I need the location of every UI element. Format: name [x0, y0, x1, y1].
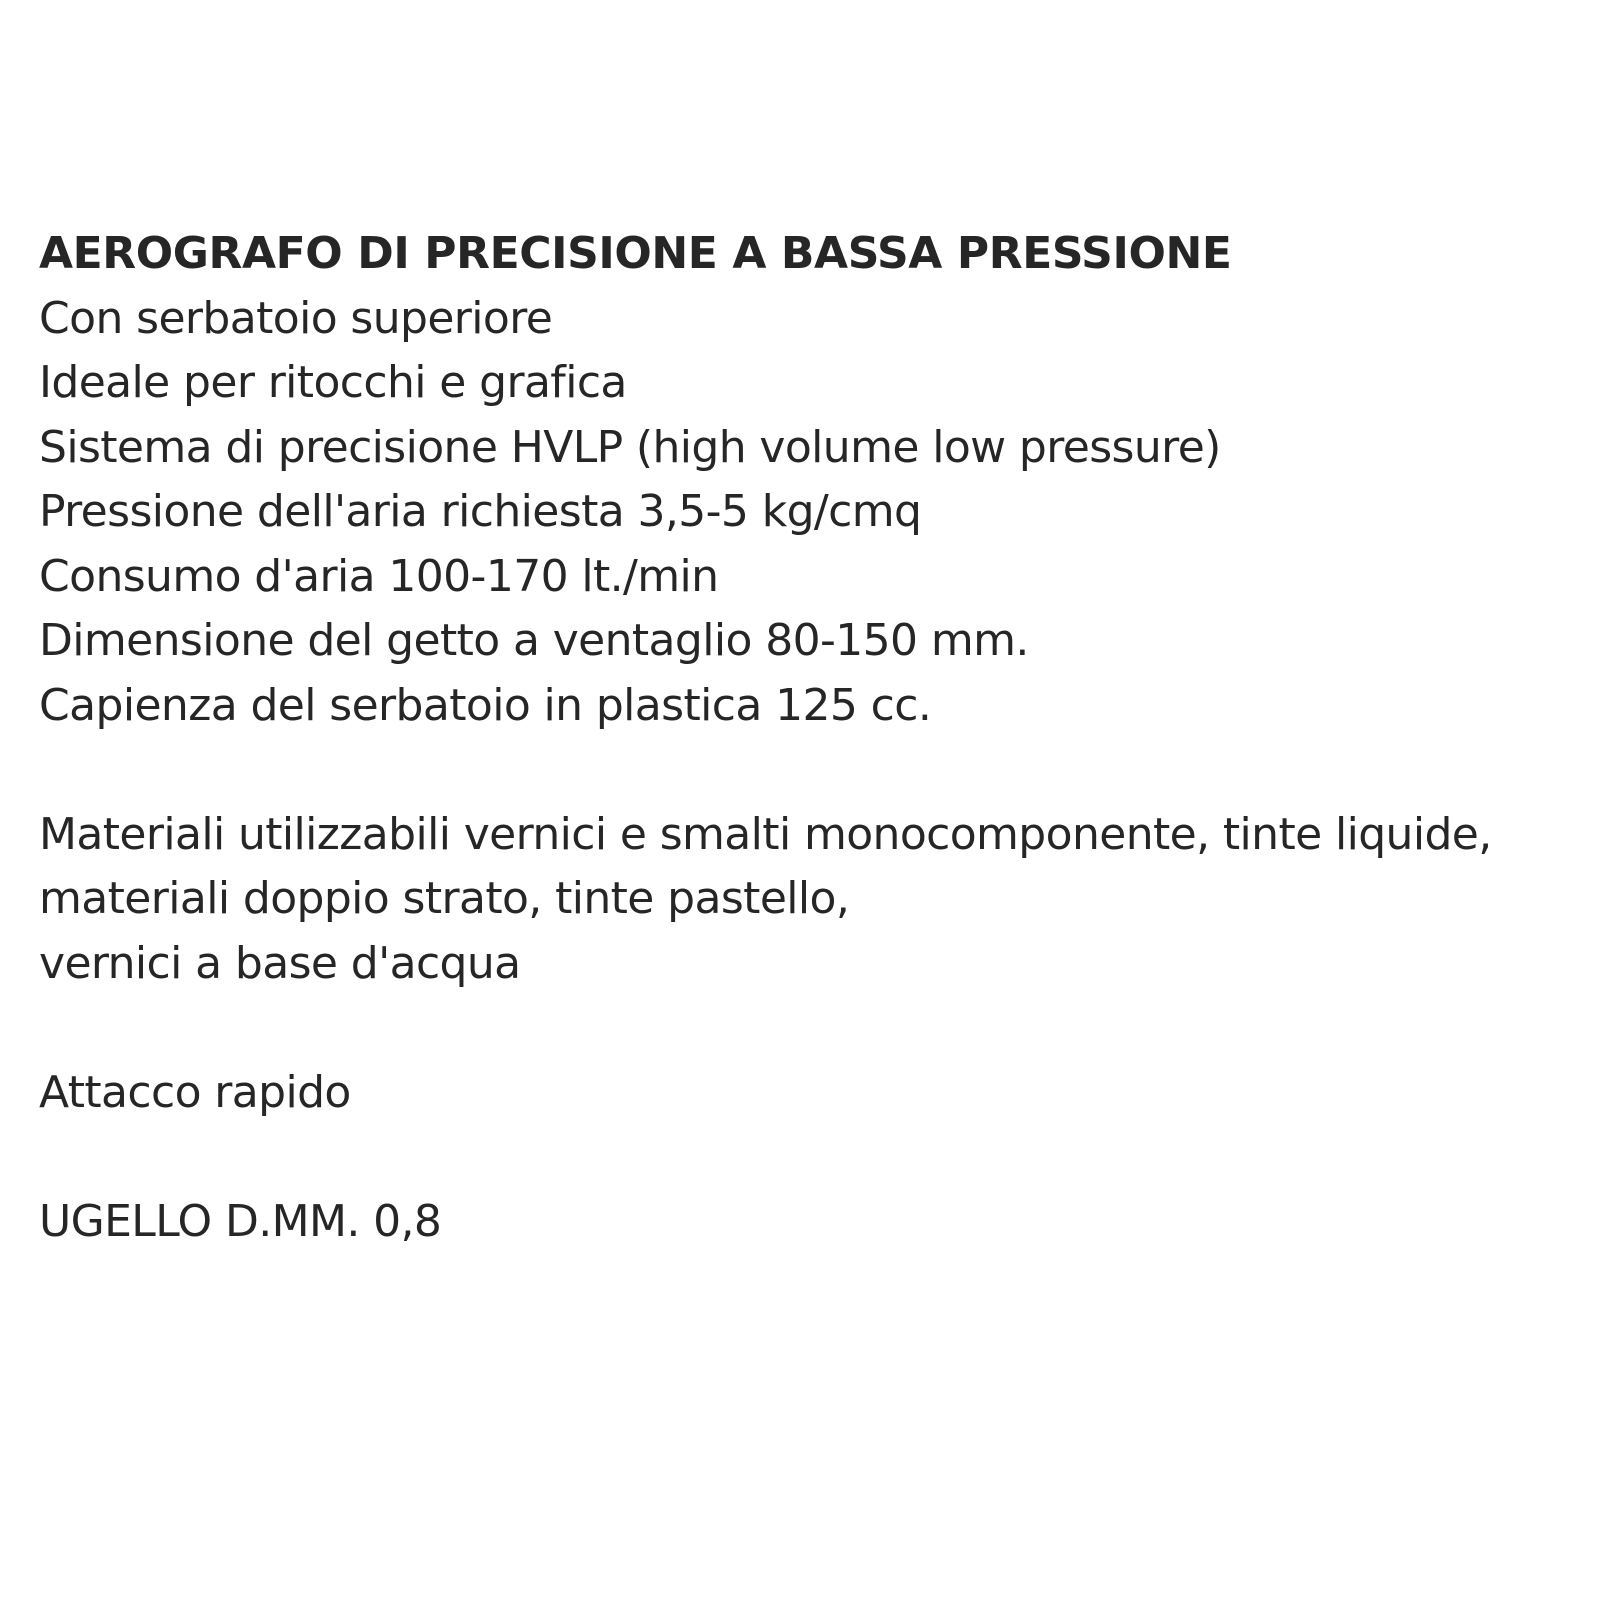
connection-line: Attacco rapido	[39, 1066, 351, 1118]
materials-line: vernici a base d'acqua	[39, 937, 521, 989]
spec-line: Con serbatoio superiore	[39, 292, 553, 344]
spec-line: Capienza del serbatoio in plastica 125 cc.	[39, 679, 932, 731]
paragraph-gap	[39, 1125, 1569, 1190]
paragraph-gap	[39, 738, 1569, 803]
spec-line: Ideale per ritocchi e grafica	[39, 357, 627, 408]
product-description	[39, 222, 1569, 1254]
materials-line: Materiali utilizzabili vernici e smalti monocomponente, tinte liquide,	[39, 808, 1492, 860]
spec-line: Pressione dell'aria richiesta 3,5-5 kg/cmq	[39, 486, 922, 537]
spec-line: Consumo d'aria 100-170 lt./min	[39, 550, 719, 602]
paragraph-gap	[39, 996, 1569, 1061]
spec-line: Dimensione del getto a ventaglio 80-150 mm.	[39, 615, 1029, 666]
materials-line: materiali doppio strato, tinte pastello,	[39, 873, 850, 924]
spec-line: Sistema di precisione HVLP (high volume low pressure)	[39, 421, 1221, 473]
nozzle-line: UGELLO D.MM. 0,8	[39, 1195, 442, 1247]
product-title: AEROGRAFO DI PRECISIONE A BASSA PRESSIONE	[39, 228, 1232, 279]
